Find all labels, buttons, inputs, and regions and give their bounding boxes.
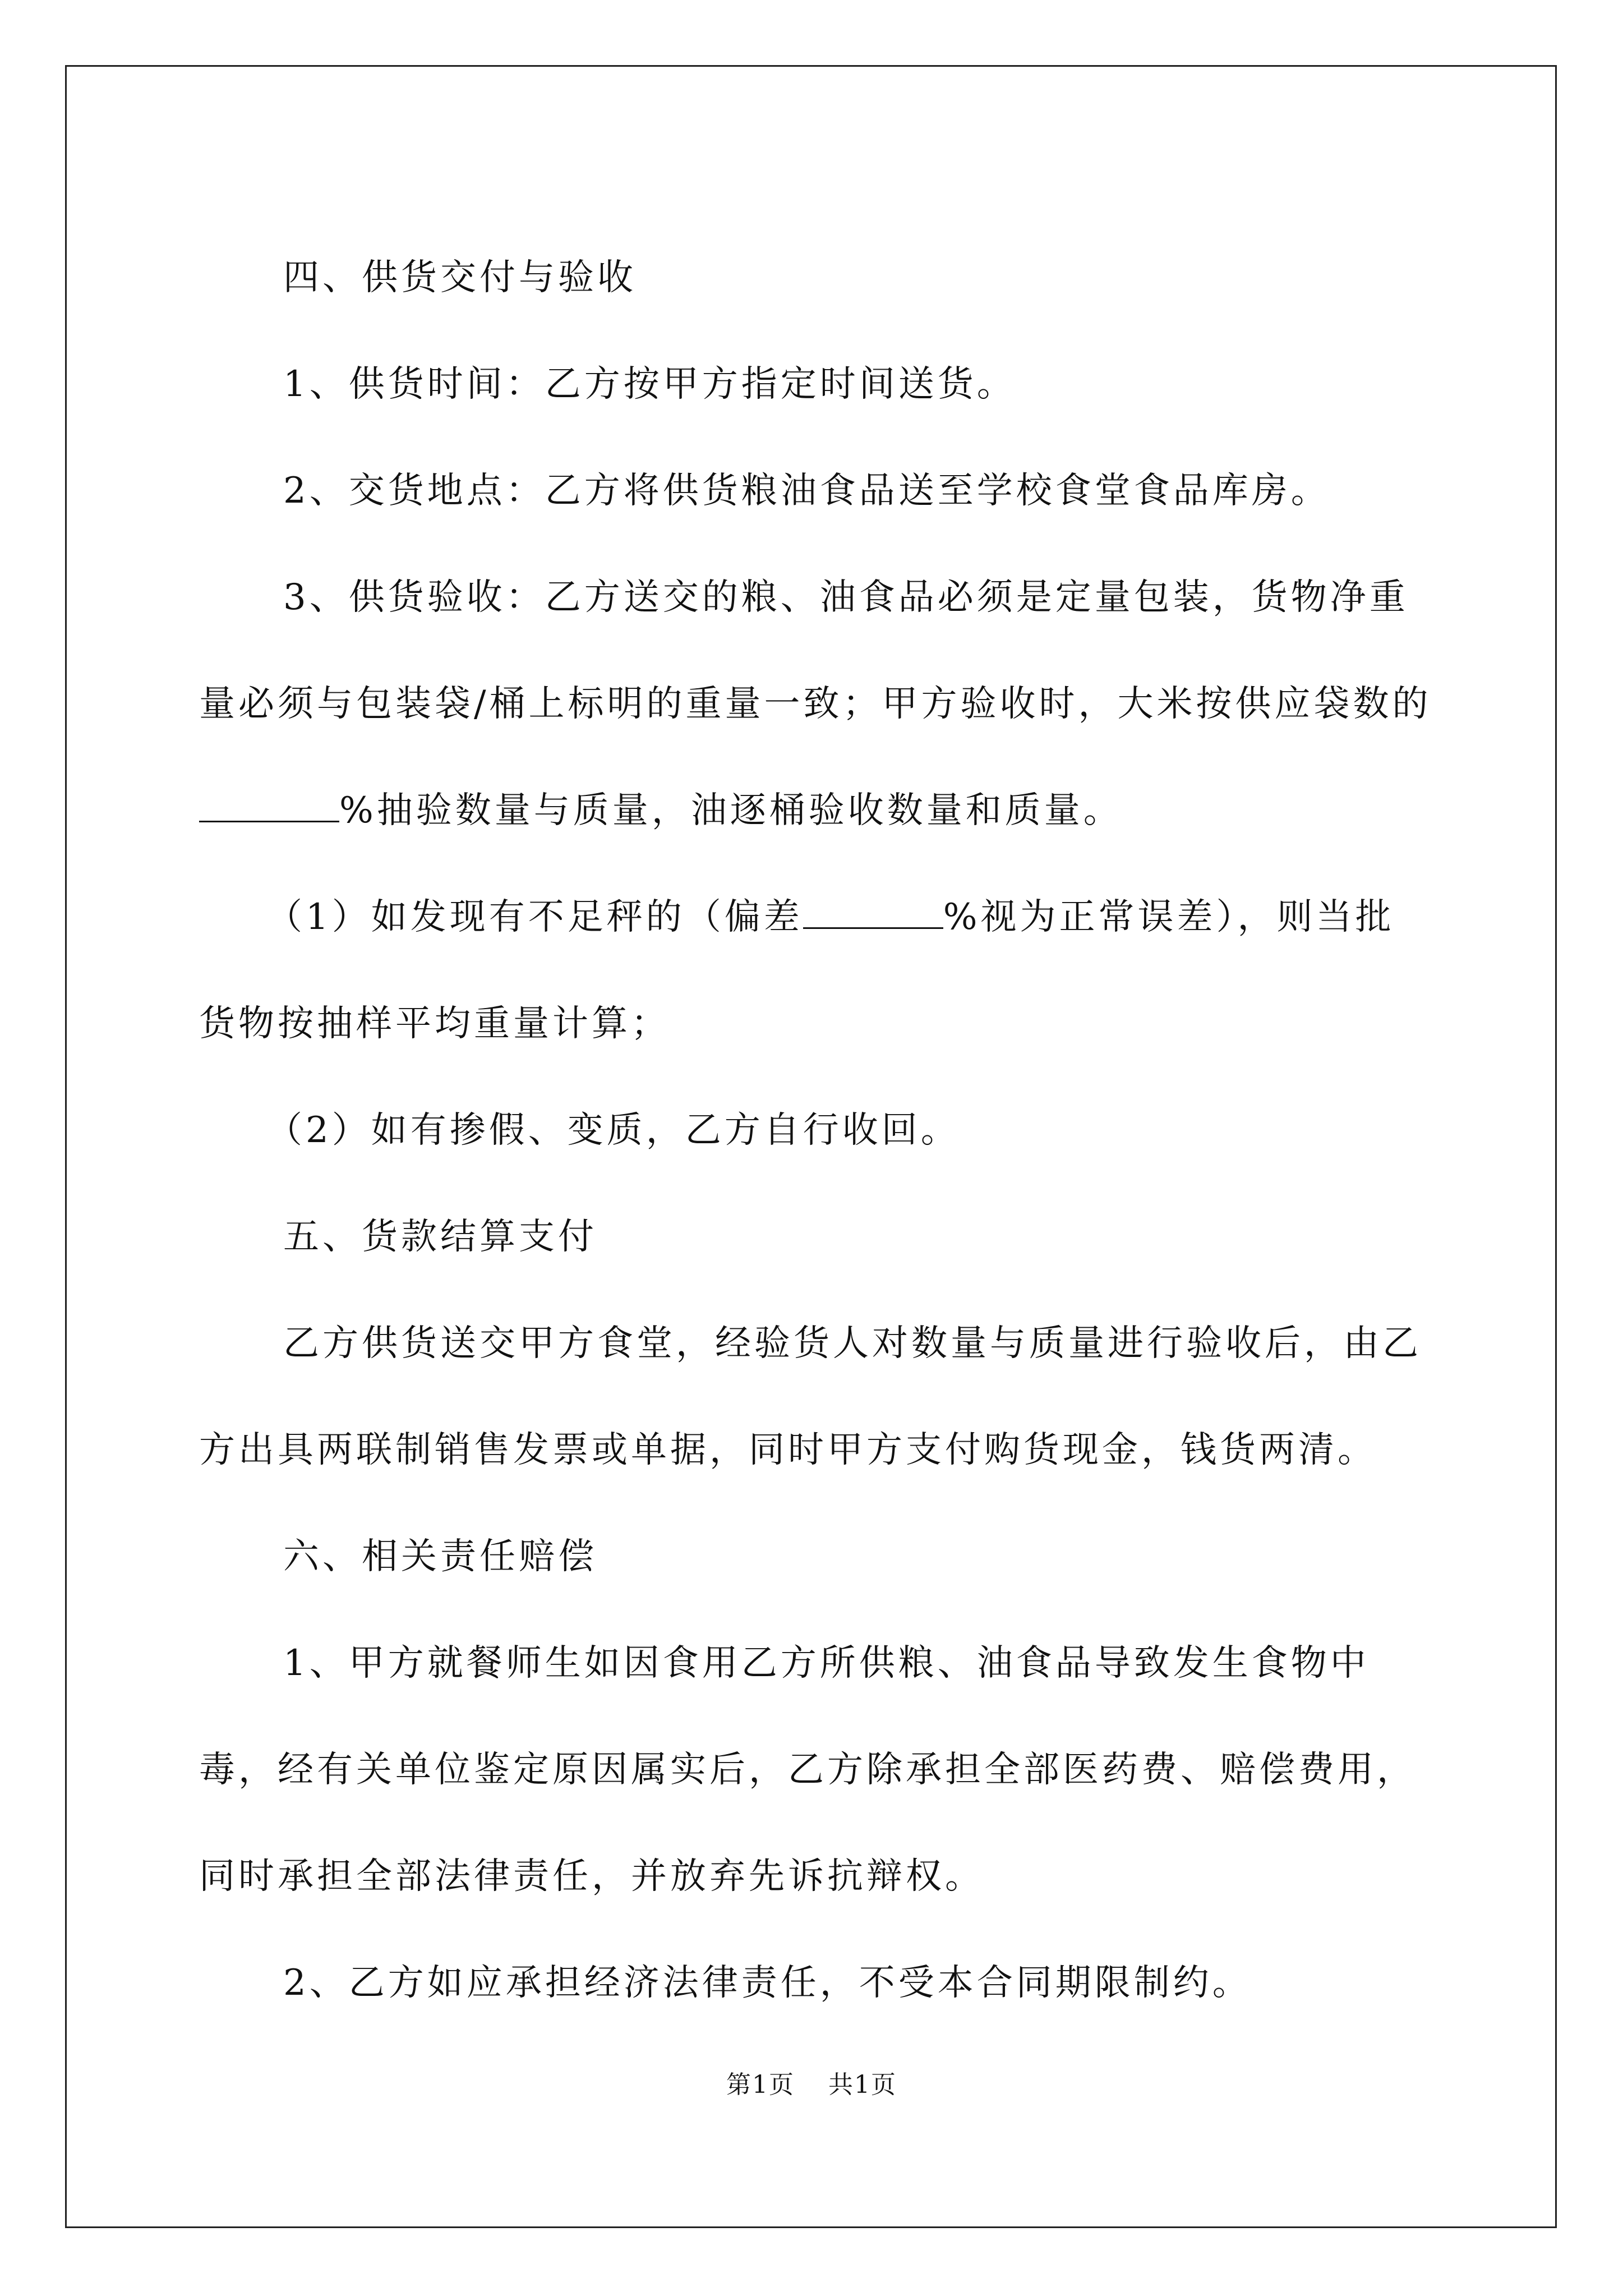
paragraph-adulteration: （2）如有掺假、变质，乙方自行收回。 <box>266 1110 960 1151</box>
paragraph-payment: 乙方供货送交甲方食堂，经验货人对数量与质量进行验收后，由乙方出具两联制销售发票或单据，同时甲方支付购货现金，钱货两清。 <box>199 1323 1422 1471</box>
section-heading-delivery: 四、供货交付与验收 <box>283 257 637 298</box>
blank-deviation-percent <box>803 896 943 929</box>
document-body <box>199 224 1433 2036</box>
paragraph-food-poisoning: 1、甲方就餐师生如因食用乙方所供粮、油食品导致发生食物中毒，经有关单位鉴定原因属实后，乙方除承担全部医药费、赔偿费用，同时承担全部法律责任，并放弃先诉抗辩权。 <box>199 1642 1416 1897</box>
section-heading-payment: 五、货款结算支付 <box>283 1216 597 1258</box>
page-number-current: 第1页 <box>726 2070 795 2099</box>
paragraph-underweight: （1）如发现有不足秤的（偏差 %视为正常误差），则当批货物按抽样平均重量计算； <box>199 896 1395 1045</box>
section-heading-liability: 六、相关责任赔偿 <box>283 1536 597 1577</box>
page-footer <box>0 2064 1623 2100</box>
page-number-total: 共1页 <box>828 2070 897 2099</box>
blank-sampling-percent <box>199 789 339 822</box>
paragraph-acceptance: 3、供货验收：乙方送交的粮、油食品必须是定量包装，货物净重量必须与包装袋/桶上标明的重量一致；甲方验收时，大米按供应袋数的%抽验数量与质量，油逐桶验收数量和质量。 <box>199 577 1432 831</box>
paragraph-delivery-place: 2、交货地点：乙方将供货粮油食品送至学校食堂食品库房。 <box>283 470 1330 512</box>
paragraph-liability-term: 2、乙方如应承担经济法律责任，不受本合同期限制约。 <box>283 1962 1252 2004</box>
paragraph-delivery-time: 1、供货时间：乙方按甲方指定时间送货。 <box>283 364 1016 405</box>
